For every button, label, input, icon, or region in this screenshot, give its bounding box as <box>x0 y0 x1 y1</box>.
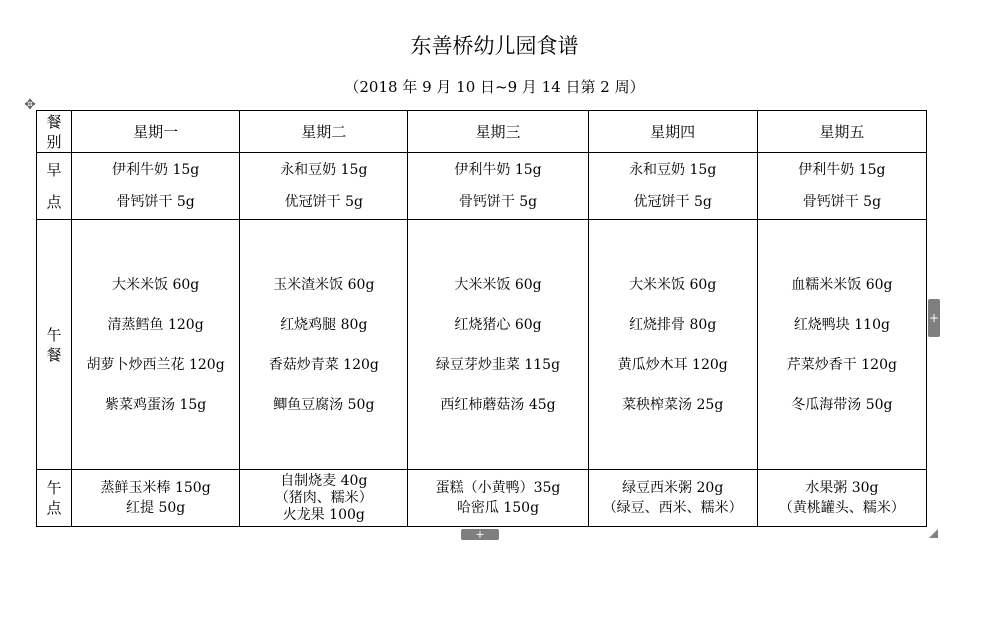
meal-label-cell[interactable] <box>37 470 72 527</box>
menu-item: 菜秧榨菜汤 25g <box>622 396 724 413</box>
menu-item: 红提 50g <box>126 500 186 516</box>
menu-item: 大米米饭 60g <box>629 276 717 293</box>
meal-label-line: 午 <box>46 325 62 344</box>
add-column-button[interactable] <box>928 299 940 337</box>
menu-cell[interactable] <box>72 220 240 470</box>
day-header-cell[interactable] <box>72 111 240 153</box>
menu-item: 绿豆西米粥 20g <box>622 480 724 496</box>
document-title: 东善桥幼儿园食谱 <box>410 34 579 58</box>
menu-item: 大米米饭 60g <box>112 276 200 293</box>
menu-item: 红烧鸡腿 80g <box>280 316 368 333</box>
resize-corner-icon[interactable] <box>929 529 938 538</box>
menu-item: 伊利牛奶 15g <box>454 162 542 178</box>
menu-cell[interactable] <box>588 220 757 470</box>
plus-icon: + <box>928 311 940 325</box>
table-row-lunch <box>37 220 927 470</box>
menu-cell[interactable] <box>408 153 588 220</box>
day-header-cell[interactable] <box>757 111 926 153</box>
menu-item: （绿豆、西米、糯米） <box>602 500 743 516</box>
day-label: 星期一 <box>133 123 179 141</box>
menu-item: 紫菜鸡蛋汤 15g <box>105 396 207 413</box>
menu-item: 香菇炒青菜 120g <box>268 356 379 373</box>
table-row-breakfast <box>37 153 927 220</box>
menu-item: 伊利牛奶 15g <box>798 162 886 178</box>
menu-cell[interactable] <box>240 153 408 220</box>
menu-cell[interactable] <box>240 470 408 527</box>
menu-item: 骨钙饼干 5g <box>458 194 538 210</box>
menu-item: 永和豆奶 15g <box>629 162 717 178</box>
menu-item: 骨钙饼干 5g <box>116 194 195 210</box>
menu-cell[interactable] <box>72 153 240 220</box>
table-row-afternoon-snack <box>37 470 927 527</box>
day-header-cell[interactable] <box>408 111 588 153</box>
menu-item: 芹菜炒香干 120g <box>786 356 897 373</box>
menu-item: 红烧猪心 60g <box>454 316 542 333</box>
corner-label-line: 餐 <box>46 112 62 131</box>
menu-item: 水果粥 30g <box>805 480 879 496</box>
menu-item: 骨钙饼干 5g <box>802 194 882 210</box>
corner-label-line: 别 <box>46 132 62 151</box>
day-header-cell[interactable] <box>588 111 757 153</box>
menu-item: （黄桃罐头、糯米） <box>778 500 905 516</box>
move-arrows-icon: ✥ <box>24 97 36 113</box>
menu-cell[interactable] <box>588 153 757 220</box>
menu-item: 黄瓜炒木耳 120g <box>617 356 728 373</box>
menu-item: 绿豆芽炒韭菜 115g <box>435 356 561 373</box>
add-row-button[interactable] <box>461 529 499 540</box>
menu-item: 优冠饼干 5g <box>284 194 363 210</box>
menu-item: 红烧排骨 80g <box>629 316 717 333</box>
menu-cell[interactable] <box>408 220 588 470</box>
document-subtitle: （2018 年 9 月 10 日~9 月 14 日第 2 周） <box>344 78 645 96</box>
menu-cell[interactable] <box>757 220 926 470</box>
menu-item: （猪肉、糯米） <box>274 489 373 506</box>
menu-item: 伊利牛奶 15g <box>112 162 200 178</box>
menu-cell[interactable] <box>72 470 240 527</box>
menu-cell[interactable] <box>588 470 757 527</box>
menu-item: 鲫鱼豆腐汤 50g <box>273 396 375 413</box>
menu-item: 清蒸鳕鱼 120g <box>107 316 204 333</box>
menu-item: 大米米饭 60g <box>454 276 542 293</box>
meal-label-cell[interactable] <box>37 153 72 220</box>
day-label: 星期三 <box>475 123 521 141</box>
meal-label-cell[interactable] <box>37 220 72 470</box>
menu-item: 自制烧麦 40g <box>280 472 368 489</box>
table-header-row <box>37 111 927 153</box>
meal-label-line: 点 <box>46 193 62 211</box>
menu-item: 哈密瓜 150g <box>456 500 540 516</box>
meal-label-line: 早 <box>46 161 62 179</box>
meal-label-line: 餐 <box>46 345 62 364</box>
menu-item: 玉米渣米饭 60g <box>273 276 375 293</box>
menu-cell[interactable] <box>757 470 926 527</box>
menu-item: 胡萝卜炒西兰花 120g <box>86 356 225 373</box>
menu-item: 优冠饼干 5g <box>633 194 712 210</box>
menu-item: 火龙果 100g <box>282 506 365 523</box>
menu-item: 永和豆奶 15g <box>280 162 368 178</box>
day-label: 星期二 <box>301 123 347 141</box>
menu-item: 冬瓜海带汤 50g <box>791 396 893 413</box>
meal-label-line: 点 <box>46 499 62 517</box>
corner-cell[interactable] <box>37 111 72 153</box>
plus-icon: + <box>475 528 485 541</box>
menu-item: 蒸鲜玉米棒 150g <box>100 480 211 496</box>
menu-table <box>36 110 927 527</box>
menu-item: 血糯米米饭 60g <box>791 276 893 293</box>
menu-item: 红烧鸭块 110g <box>793 316 890 333</box>
menu-cell[interactable] <box>757 153 926 220</box>
menu-cell[interactable] <box>240 220 408 470</box>
day-label: 星期四 <box>650 123 696 141</box>
day-label: 星期五 <box>819 123 865 141</box>
meal-label-line: 午 <box>46 479 62 497</box>
menu-cell[interactable] <box>408 470 588 527</box>
menu-item: 西红柿蘑菇汤 45g <box>440 396 556 413</box>
menu-item: 蛋糕（小黄鸭）35g <box>435 480 561 496</box>
day-header-cell[interactable] <box>240 111 408 153</box>
